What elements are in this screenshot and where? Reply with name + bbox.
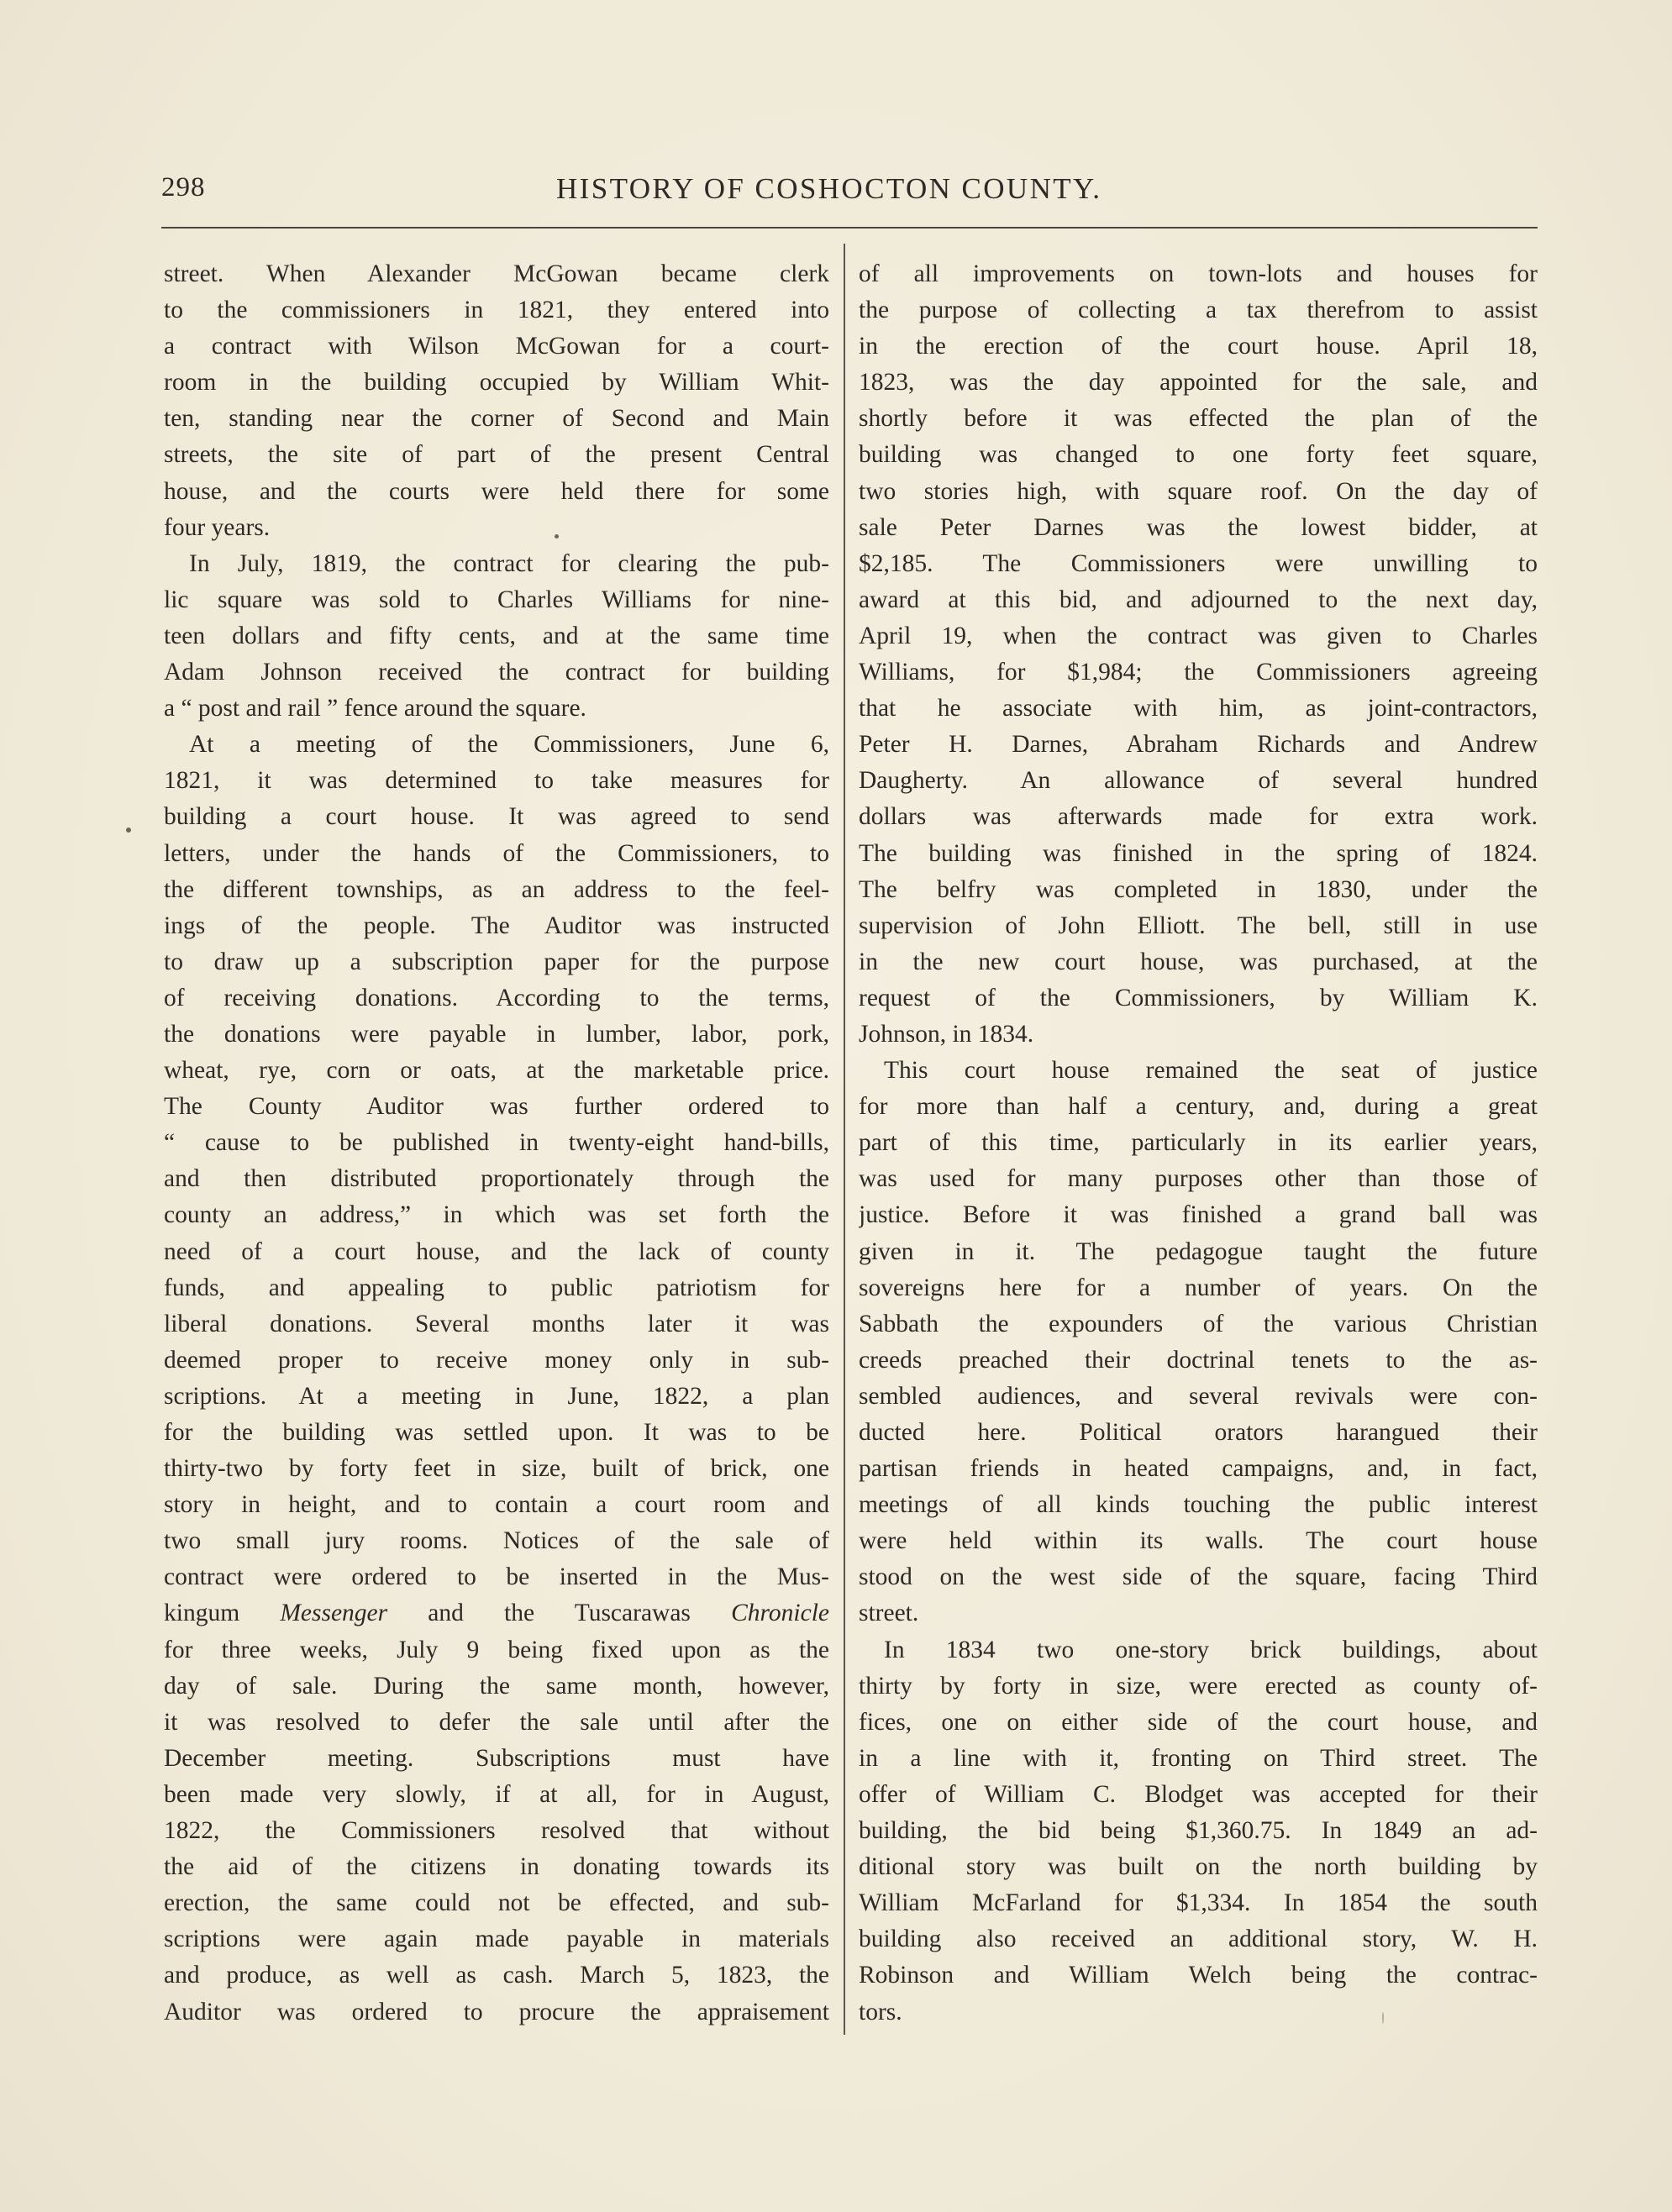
text-line: [859, 1741, 1538, 1777]
text-run: and the Tuscarawas: [387, 1600, 732, 1627]
text-run: were held within its walls. The court house: [859, 1527, 1538, 1555]
text-line: [164, 474, 829, 510]
text-line: [859, 1089, 1538, 1125]
text-line: [859, 727, 1538, 763]
right-column: [859, 256, 1538, 2031]
text-line: [859, 944, 1538, 980]
text-line: [164, 1270, 829, 1306]
text-run: county an address,” in which was set forth the: [164, 1201, 829, 1229]
text-line: [859, 1595, 1538, 1631]
text-run: the aid of the citizens in donating towards its: [164, 1853, 829, 1881]
text-run: The County Auditor was further ordered to: [164, 1093, 829, 1121]
text-line: [859, 546, 1538, 582]
text-run: scriptions were again made payable in materials: [164, 1926, 829, 1953]
text-line: [859, 256, 1538, 292]
text-line: [164, 1234, 829, 1270]
text-run: two small jury rooms. Notices of the sale of: [164, 1527, 829, 1555]
text-run: lic square was sold to Charles Williams for nine-: [164, 586, 829, 613]
text-run: to the commissioners in 1821, they entered into: [164, 297, 829, 324]
text-run: The building was finished in the spring of 1824.: [859, 839, 1538, 867]
text-run: sembled audiences, and several revivals were con-: [859, 1382, 1538, 1410]
text-line: [859, 474, 1538, 510]
text-line: [164, 437, 829, 473]
text-line: [859, 1885, 1538, 1921]
text-line: [859, 1523, 1538, 1559]
text-line: [164, 1741, 829, 1777]
text-run: ducted here. Political orators harangued their: [859, 1419, 1538, 1446]
text-line: [164, 1849, 829, 1885]
text-run: request of the Commissioners, by William K.: [859, 984, 1538, 1011]
text-line: [859, 1632, 1538, 1668]
text-line: [164, 546, 829, 582]
text-line: [164, 1994, 829, 2031]
text-run: of all improvements on town-lots and houses for: [859, 260, 1538, 287]
text-line: [164, 1342, 829, 1379]
text-line: [859, 1161, 1538, 1197]
column-divider: [844, 244, 845, 2035]
text-line: [164, 292, 829, 328]
text-line: [859, 1053, 1538, 1089]
text-line: [859, 328, 1538, 365]
text-line: [164, 1053, 829, 1089]
text-run: and produce, as well as cash. March 5, 1823, the: [164, 1962, 829, 1989]
text-run: letters, under the hands of the Commissioners, to: [164, 839, 829, 867]
text-run: 1822, the Commissioners resolved that without: [164, 1817, 829, 1845]
italic-title: Chronicle: [731, 1600, 829, 1627]
text-line: [164, 799, 829, 835]
text-run: need of a court house, and the lack of county: [164, 1237, 829, 1265]
text-run: of receiving donations. According to the terms,: [164, 984, 829, 1011]
text-line: [859, 1306, 1538, 1342]
text-line: [164, 1125, 829, 1161]
text-line: [164, 763, 829, 799]
text-run: two stories high, with square roof. On the day of: [859, 477, 1538, 505]
text-run: creeds preached their doctrinal tenets to the as-: [859, 1346, 1538, 1374]
text-line: [164, 256, 829, 292]
text-run: funds, and appealing to public patriotism for: [164, 1274, 829, 1301]
text-run: scriptions. At a meeting in June, 1822, a plan: [164, 1382, 829, 1410]
print-speck: [555, 534, 559, 539]
text-line: [859, 1849, 1538, 1885]
text-line: [859, 1921, 1538, 1957]
text-line: [859, 292, 1538, 328]
text-line: [859, 1957, 1538, 1994]
text-run: for three weeks, July 9 being fixed upon as the: [164, 1636, 829, 1663]
text-run: ditional story was built on the north building by: [859, 1853, 1538, 1881]
text-run: a “ post and rail ” fence around the square.: [164, 695, 586, 722]
text-run: thirty-two by forty feet in size, built of brick, one: [164, 1455, 829, 1483]
text-run: 1821, it was determined to take measures for: [164, 767, 829, 795]
text-line: [859, 763, 1538, 799]
text-run: justice. Before it was finished a grand ball was: [859, 1201, 1538, 1229]
text-line: [859, 1270, 1538, 1306]
text-line: [859, 1777, 1538, 1813]
text-line: [164, 582, 829, 618]
text-run: award at this bid, and adjourned to the next day,: [859, 586, 1538, 613]
text-run: Williams, for $1,984; the Commissioners agreeing: [859, 659, 1538, 686]
text-run: ten, standing near the corner of Second and Main: [164, 405, 829, 433]
text-run: building also received an additional story, W. H.: [859, 1926, 1538, 1953]
text-line: [859, 1017, 1538, 1053]
text-run: The belfry was completed in 1830, under the: [859, 875, 1538, 903]
text-run: Adam Johnson received the contract for building: [164, 659, 829, 686]
text-line: [859, 908, 1538, 944]
text-line: [859, 510, 1538, 546]
text-line: [859, 691, 1538, 727]
text-run: streets, the site of part of the present Central: [164, 441, 829, 469]
text-run: meetings of all kinds touching the public interest: [859, 1491, 1538, 1519]
text-run: kingum: [164, 1600, 281, 1627]
text-run: April 19, when the contract was given to Charles: [859, 622, 1538, 649]
text-line: [164, 1668, 829, 1705]
text-run: Robinson and William Welch being the contrac-: [859, 1962, 1538, 1989]
text-run: erection, the same could not be effected, and sub-: [164, 1889, 829, 1917]
text-line: [859, 618, 1538, 654]
text-run: wheat, rye, corn or oats, at the marketable price.: [164, 1057, 829, 1085]
text-line: [164, 654, 829, 691]
text-run: In July, 1819, the contract for clearing the pub-: [189, 549, 829, 577]
text-run: to draw up a subscription paper for the purpose: [164, 948, 829, 975]
text-line: [859, 365, 1538, 401]
text-line: [164, 1089, 829, 1125]
text-run: liberal donations. Several months later it was: [164, 1310, 829, 1337]
text-line: [859, 1125, 1538, 1161]
text-line: [859, 654, 1538, 691]
text-line: [164, 1197, 829, 1233]
text-line: [859, 1487, 1538, 1523]
text-run: was used for many purposes other than those of: [859, 1165, 1538, 1193]
text-line: [859, 582, 1538, 618]
text-run: contract were ordered to be inserted in the Mus-: [164, 1563, 829, 1591]
text-run: the purpose of collecting a tax therefrom to assist: [859, 297, 1538, 324]
text-run: building was changed to one forty feet square,: [859, 441, 1538, 469]
text-line: [164, 944, 829, 980]
text-line: [164, 510, 829, 546]
text-run: and then distributed proportionately through the: [164, 1165, 829, 1193]
text-run: shortly before it was effected the plan of the: [859, 405, 1538, 433]
text-run: a contract with Wilson McGowan for a court-: [164, 333, 829, 360]
text-line: [164, 727, 829, 763]
text-run: in a line with it, fronting on Third street. The: [859, 1744, 1538, 1772]
text-line: [164, 980, 829, 1017]
text-run: part of this time, particularly in its earlier years,: [859, 1129, 1538, 1157]
text-run: in the erection of the court house. April 18,: [859, 333, 1538, 360]
text-run: 1823, was the day appointed for the sale, and: [859, 369, 1538, 397]
text-run: Johnson, in 1834.: [859, 1020, 1034, 1048]
text-line: [164, 1017, 829, 1053]
text-run: four years.: [164, 513, 271, 541]
text-run: supervision of John Elliott. The bell, still in use: [859, 912, 1538, 939]
text-line: [859, 799, 1538, 835]
text-run: story in height, and to contain a court room and: [164, 1491, 829, 1519]
page-number: 298: [161, 172, 206, 202]
text-line: [164, 1957, 829, 1994]
text-line: [164, 836, 829, 872]
text-run: dollars was afterwards made for extra work.: [859, 803, 1538, 831]
text-run: given in it. The pedagogue taught the future: [859, 1237, 1538, 1265]
text-run: been made very slowly, if at all, for in August,: [164, 1780, 829, 1808]
print-speck: [126, 828, 131, 833]
text-run: stood on the west side of the square, facing Third: [859, 1563, 1538, 1591]
text-line: [164, 401, 829, 437]
text-run: teen dollars and fifty cents, and at the same time: [164, 622, 829, 649]
text-run: deemed proper to receive money only in sub-: [164, 1346, 829, 1374]
text-run: in the new court house, was purchased, at the: [859, 948, 1538, 975]
text-line: [164, 1777, 829, 1813]
text-line: [164, 328, 829, 365]
text-line: [859, 1994, 1538, 2031]
text-line: [164, 1705, 829, 1741]
text-line: [164, 1523, 829, 1559]
left-column: [164, 256, 829, 2031]
text-line: [164, 1415, 829, 1451]
text-run: Sabbath the expounders of the various Christian: [859, 1310, 1538, 1337]
text-line: [164, 1595, 829, 1631]
print-speck: [1382, 2012, 1384, 2024]
text-run: Peter H. Darnes, Abraham Richards and Andrew: [859, 731, 1538, 759]
text-run: it was resolved to defer the sale until after the: [164, 1708, 829, 1736]
text-line: [859, 401, 1538, 437]
text-run: $2,185. The Commissioners were unwilling to: [859, 549, 1538, 577]
text-run: the different townships, as an address to the feel-: [164, 875, 829, 903]
text-run: tors.: [859, 1998, 902, 2025]
text-run: thirty by forty in size, were erected as county of-: [859, 1672, 1538, 1700]
text-run: for more than half a century, and, during a great: [859, 1093, 1538, 1121]
text-run: house, and the courts were held there for some: [164, 477, 829, 505]
text-run: partisan friends in heated campaigns, and, in fact,: [859, 1455, 1538, 1483]
text-run: building a court house. It was agreed to send: [164, 803, 829, 831]
text-run: This court house remained the seat of justice: [884, 1057, 1538, 1085]
page-header: [161, 172, 1539, 214]
text-line: [164, 1306, 829, 1342]
text-run: sovereigns here for a number of years. On the: [859, 1274, 1538, 1301]
text-line: [859, 1234, 1538, 1270]
text-run: ings of the people. The Auditor was instructed: [164, 912, 829, 939]
text-line: [164, 908, 829, 944]
text-run: the donations were payable in lumber, labor, pork,: [164, 1020, 829, 1048]
text-line: [859, 836, 1538, 872]
text-line: [164, 1379, 829, 1415]
text-line: [164, 872, 829, 908]
text-line: [859, 1415, 1538, 1451]
text-line: [859, 1197, 1538, 1233]
running-title: HISTORY OF COSHOCTON COUNTY.: [556, 172, 1102, 205]
text-line: [164, 1632, 829, 1668]
text-line: [164, 1813, 829, 1849]
text-line: [859, 1668, 1538, 1705]
text-run: offer of William C. Blodget was accepted for their: [859, 1780, 1538, 1808]
text-line: [164, 691, 829, 727]
italic-title: Messenger: [280, 1600, 388, 1627]
text-run: December meeting. Subscriptions must have: [164, 1744, 829, 1772]
text-run: “ cause to be published in twenty-eight hand-bills,: [164, 1129, 829, 1157]
text-run: William McFarland for $1,334. In 1854 the south: [859, 1889, 1538, 1917]
text-line: [859, 872, 1538, 908]
header-rule: [161, 227, 1538, 229]
text-run: building, the bid being $1,360.75. In 1849 an ad-: [859, 1817, 1538, 1845]
text-run: that he associate with him, as joint-contractors,: [859, 695, 1538, 722]
text-line: [859, 980, 1538, 1017]
text-line: [859, 1705, 1538, 1741]
text-line: [164, 1161, 829, 1197]
text-run: street. When Alexander McGowan became clerk: [164, 260, 829, 287]
text-run: At a meeting of the Commissioners, June 6,: [189, 731, 829, 759]
text-line: [859, 1342, 1538, 1379]
text-line: [859, 1451, 1538, 1487]
text-line: [859, 1813, 1538, 1849]
text-run: In 1834 two one-story brick buildings, about: [884, 1636, 1538, 1663]
text-run: Daugherty. An allowance of several hundred: [859, 767, 1538, 795]
text-line: [859, 437, 1538, 473]
text-run: Auditor was ordered to procure the appraisement: [164, 1998, 829, 2025]
text-line: [859, 1559, 1538, 1595]
text-run: fices, one on either side of the court house, and: [859, 1708, 1538, 1736]
text-line: [164, 365, 829, 401]
text-line: [164, 618, 829, 654]
text-line: [164, 1451, 829, 1487]
text-line: [164, 1885, 829, 1921]
text-run: sale Peter Darnes was the lowest bidder, at: [859, 513, 1538, 541]
text-line: [164, 1921, 829, 1957]
text-run: for the building was settled upon. It was to be: [164, 1419, 829, 1446]
text-line: [164, 1559, 829, 1595]
text-line: [859, 1379, 1538, 1415]
text-run: street.: [859, 1600, 919, 1627]
text-run: day of sale. During the same month, however,: [164, 1672, 829, 1700]
text-line: [164, 1487, 829, 1523]
text-run: room in the building occupied by William Whit-: [164, 369, 829, 397]
